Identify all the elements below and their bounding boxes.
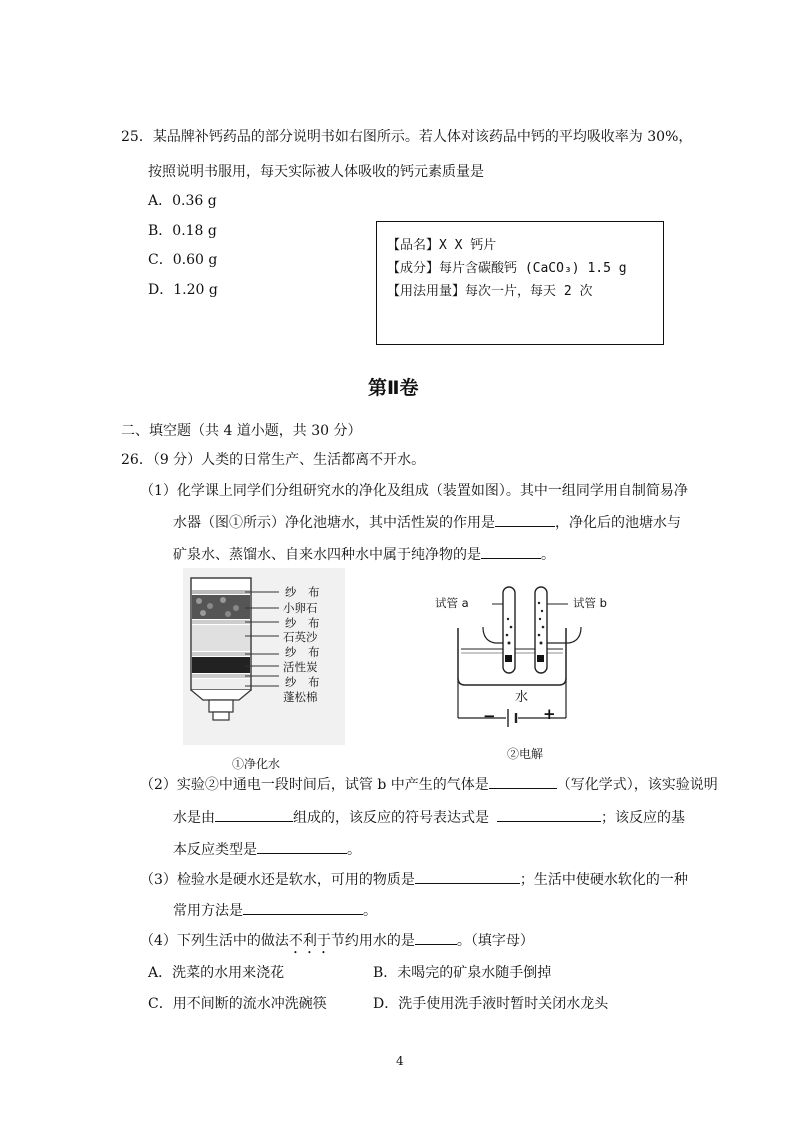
q26-part1-line1: （1）化学课上同学们分组研究水的净化及组成（装置如图）。其中一组同学用自制简易净: [140, 483, 688, 499]
layer-label-gauze-3: 纱 布: [285, 645, 320, 659]
q26-part4-text-b: 节约用水的是: [330, 933, 415, 949]
q25-option-b: B．0.18 g: [148, 223, 217, 239]
answer-blank-softening-method[interactable]: [243, 901, 363, 915]
battery-plus-label: +: [543, 705, 556, 723]
q26-part2-line2-text-b: 组成的，该反应的符号表达式是: [293, 810, 489, 826]
water-label: 水: [515, 690, 529, 705]
figure1-caption: ①净化水: [232, 757, 281, 771]
layer-label-gauze-4: 纱 布: [285, 675, 320, 689]
section-heading: 二、填空题（共 4 道小题，共 30 分）: [121, 423, 362, 439]
tube-a-label: 试管 a: [435, 596, 469, 610]
medicine-label-box: [376, 221, 664, 345]
answer-blank-hard-water-test[interactable]: [415, 870, 520, 884]
q25-stem-line1: 25．某品牌补钙药品的部分说明书如右图所示。若人体对该药品中钙的平均吸收率为 30%，: [121, 129, 693, 145]
q26-part3-line1-text-b: ；生活中使硬水软化的一种: [519, 872, 688, 888]
q26-part3-line2: [173, 900, 377, 920]
q26-part2-line3-text-a: 本反应类型是: [173, 842, 257, 858]
electrolysis-figure: [423, 583, 607, 733]
answer-blank-reaction-type[interactable]: [257, 840, 347, 854]
q25-option-a: A．0.36 g: [148, 193, 217, 209]
q26-part3-line2-text-a: 常用方法是: [173, 903, 243, 919]
q26-part2-line1-text-b: （写化学式），该实验说明: [556, 777, 718, 793]
q26-part2-line1-text-a: （2）实验②中通电一段时间后，试管 b 中产生的气体是: [140, 777, 489, 793]
layer-label-activated-carbon: 活性炭: [283, 660, 318, 674]
q26-part2-line2-text-a: 水是由: [173, 810, 215, 826]
section-title: 第Ⅱ卷: [368, 377, 419, 399]
label-line-name: 【品名】X X 钙片: [387, 238, 497, 253]
water-purifier-drawing: [183, 568, 345, 745]
q26-part4-text-c: 。（填字母）: [456, 933, 534, 949]
q26-part4-text-a: （4）下列生活中的做法: [140, 933, 289, 949]
q26-part1-line2: [173, 512, 681, 532]
q26-part1-line2-text-a: 水器（图①所示）净化池塘水，其中活性炭的作用是: [173, 515, 495, 531]
answer-blank-gas-formula[interactable]: [489, 775, 557, 789]
tube-b-label: 试管 b: [573, 596, 607, 610]
answer-blank-activated-carbon[interactable]: [495, 513, 555, 527]
q25-option-d: D．1.20 g: [148, 282, 218, 298]
q25-option-c: C．0.60 g: [148, 252, 218, 268]
q26-part1-line3-text-b: 。: [541, 547, 555, 563]
q26-part4-emphasis: 不利于: [288, 933, 331, 949]
label-line-dosage: 【用法用量】每次一片，每天 2 次: [387, 284, 593, 299]
q26-part2-line1: [140, 774, 718, 794]
q26-option-c: C．用不间断的流水冲洗碗筷: [148, 996, 327, 1012]
q26-option-d: D．洗手使用洗手液时暂时关闭水龙头: [373, 996, 609, 1012]
q26-option-b: B．未喝完的矿泉水随手倒掉: [373, 965, 552, 981]
answer-blank-pure-substance[interactable]: [481, 545, 541, 559]
q26-part3-line2-text-b: 。: [363, 903, 377, 919]
q26-part1-line2-text-b: ，净化后的池塘水与: [555, 515, 681, 531]
layer-label-cotton: 蓬松棉: [283, 690, 318, 704]
q25-stem-line2: 按照说明书服用，每天实际被人体吸收的钙元素质量是: [148, 164, 484, 180]
q26-part2-line2-text-c: ；该反应的基: [601, 810, 685, 826]
q26-part4-stem: [140, 930, 534, 957]
layer-label-quartz-sand: 石英沙: [283, 630, 318, 644]
q26-part2-line3-text-b: 。: [347, 842, 361, 858]
water-purifier-figure: [183, 568, 345, 745]
answer-blank-equation[interactable]: [497, 808, 601, 822]
q26-part2-line3: [173, 839, 361, 859]
q26-part2-line2: [173, 807, 685, 827]
answer-blank-part4[interactable]: [415, 931, 457, 945]
answer-blank-water-composition[interactable]: [215, 808, 293, 822]
battery-minus-label: −: [483, 707, 496, 725]
figure2-caption: ②电解: [507, 747, 544, 761]
layer-label-pebbles: 小卵石: [283, 601, 318, 615]
q26-part3-line1-text-a: （3）检验水是硬水还是软水，可用的物质是: [140, 872, 415, 888]
layer-label-gauze-2: 纱 布: [285, 616, 320, 630]
layer-label-gauze-1: 纱 布: [285, 585, 320, 599]
q26-part3-line1: [140, 869, 688, 889]
q26-stem: 26．（9 分）人类的日常生产、生活都离不开水。: [121, 452, 426, 468]
label-line-ingredient: 【成分】每片含碳酸钙 (CaCO₃) 1.5 g: [387, 261, 627, 276]
page-number: 4: [396, 1054, 404, 1068]
q26-part1-line3: [173, 544, 555, 564]
q26-option-a: A．洗菜的水用来浇花: [148, 965, 285, 981]
q26-part1-line3-text-a: 矿泉水、蒸馏水、自来水四种水中属于纯净物的是: [173, 547, 481, 563]
